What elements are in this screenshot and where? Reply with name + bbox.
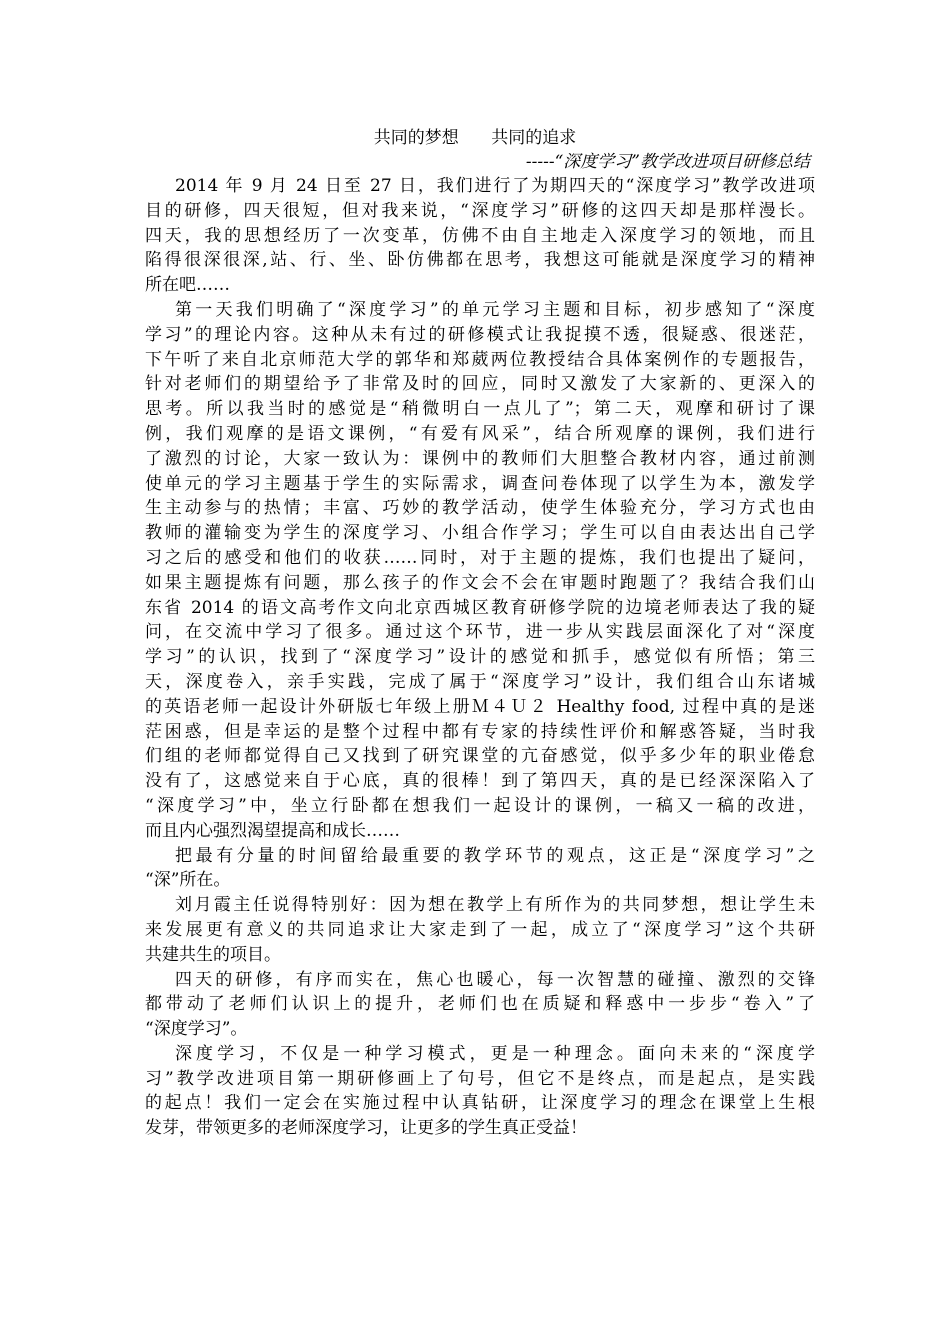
paragraph-line: “深”所在。 [145, 870, 231, 891]
paragraph-line: 发芽，带领更多的老师深度学习，让更多的学生真正受益！ [145, 1118, 587, 1139]
paragraph-line: 2014 年 9 月 24 日至 27 日，我们进行了为期四天的“深度学习”教学改进项 [175, 176, 815, 196]
paragraph-line: “深度学习”。 [145, 1019, 248, 1040]
paragraph-line: 四天，我的思想经历了一次变革，仿佛不由自主地走入深度学习的领地，而且 [145, 225, 815, 246]
paragraph-line: 教师的灌输变为学生的深度学习、小组合作学习；学生可以自由表达出自己学 [145, 523, 815, 544]
document-title: 共同的梦想 共同的追求 [373, 128, 577, 148]
paragraph [145, 298, 815, 844]
paragraph-line: 的英语老师一起设计外研版七年级上册Ｍ４Ｕ２ Healthy food, 过程中真的是迷 [145, 696, 815, 717]
paragraph-line: 共建共生的项目。 [145, 944, 281, 965]
document-subtitle: -----“深度学习”教学改进项目研修总结 [525, 152, 810, 172]
paragraph-line: “深度学习”中，坐立行卧都在想我们一起设计的课例，一稿又一稿的改进， [145, 795, 815, 816]
document-body [145, 174, 815, 1141]
paragraph-line: 茫困惑，但是幸运的是整个过程中都有专家的持续性评价和解惑答疑，当时我 [145, 721, 815, 742]
paragraph-line: 了激烈的讨论，大家一致认为：课例中的教师们大胆整合教材内容，通过前测 [145, 448, 815, 469]
paragraph-line: 把最有分量的时间留给最重要的教学环节的观点，这正是“深度学习”之 [175, 845, 815, 866]
paragraph-line: 如果主题提炼有问题，那么孩子的作文会不会在审题时跑题了？我结合我们山 [145, 572, 815, 593]
paragraph [145, 968, 815, 1042]
paragraph [145, 844, 815, 894]
paragraph-line: 学习”的理论内容。这种从未有过的研修模式让我捉摸不透，很疑惑、很迷茫， [145, 324, 815, 345]
paragraph-line: 学习”的认识，找到了“深度学习”设计的感觉和抓手，感觉似有所悟；第三 [145, 647, 815, 668]
paragraph [145, 174, 815, 298]
paragraph-line: 目的研修，四天很短，但对我来说，“深度学习”研修的这四天却是那样漫长。 [145, 200, 815, 221]
paragraph-line: 问，在交流中学习了很多。通过这个环节，进一步从实践层面深化了对“深度 [145, 622, 815, 643]
paragraph-line: 刘月霞主任说得特别好：因为想在教学上有所作为的共同梦想，想让学生未 [175, 895, 815, 916]
paragraph [145, 1042, 815, 1141]
paragraph-line: 的起点！我们一定会在实施过程中认真钻研，让深度学习的理念在课堂上生根 [145, 1093, 815, 1114]
paragraph-line: 所在吧…… [145, 275, 230, 296]
paragraph-line: 来发展更有意义的共同追求让大家走到了一起，成立了“深度学习”这个共研 [145, 919, 815, 940]
paragraph-line: 们组的老师都觉得自己又找到了研究课堂的亢奋感觉，似乎多少年的职业倦怠 [145, 746, 815, 767]
paragraph-line: 习”教学改进项目第一期研修画上了句号，但它不是终点，而是起点，是实践 [145, 1068, 815, 1089]
paragraph-line: 下午听了来自北京师范大学的郭华和郑葳两位教授结合具体案例作的专题报告， [145, 349, 815, 370]
paragraph-line: 针对老师们的期望给予了非常及时的回应，同时又激发了大家新的、更深入的 [145, 374, 815, 395]
paragraph-line: 陷得很深很深,站、行、坐、卧仿佛都在思考，我想这可能就是深度学习的精神 [145, 250, 815, 271]
paragraph-line: 都带动了老师们认识上的提升，老师们也在质疑和释惑中一步步“卷入”了 [145, 994, 815, 1015]
paragraph-line: 思考。所以我当时的感觉是“稍微明白一点儿了”；第二天，观摩和研讨了课 [145, 399, 815, 420]
paragraph-line: 习之后的感受和他们的收获……同时，对于主题的提炼，我们也提出了疑问， [145, 547, 815, 568]
paragraph-line: 深度学习，不仅是一种学习模式，更是一种理念。面向未来的“深度学 [175, 1043, 815, 1064]
paragraph-line: 东省 2014 的语文高考作文向北京西城区教育研修学院的边境老师表达了我的疑 [145, 597, 815, 618]
paragraph-line: 例，我们观摩的是语文课例，“有爱有风采”，结合所观摩的课例，我们进行 [145, 423, 815, 444]
paragraph-line: 生主动参与的热情；丰富、巧妙的教学活动，使学生体验充分，学习方式也由 [145, 498, 815, 519]
paragraph-line: 四天的研修，有序而实在，焦心也暖心，每一次智慧的碰撞、激烈的交锋 [175, 969, 815, 990]
paragraph-line: 使单元的学习主题基于学生的实际需求，调查问卷体现了以学生为本，激发学 [145, 473, 815, 494]
paragraph [145, 893, 815, 967]
paragraph-line: 天，深度卷入，亲手实践，完成了属于“深度学习”设计，我们组合山东诸城 [145, 671, 815, 692]
paragraph-line: 第一天我们明确了“深度学习”的单元学习主题和目标，初步感知了“深度 [175, 299, 815, 320]
paragraph-line: 而且内心强烈渴望提高和成长…… [145, 820, 400, 841]
paragraph-line: 没有了，这感觉来自于心底，真的很棒！到了第四天，真的是已经深深陷入了 [145, 771, 815, 792]
